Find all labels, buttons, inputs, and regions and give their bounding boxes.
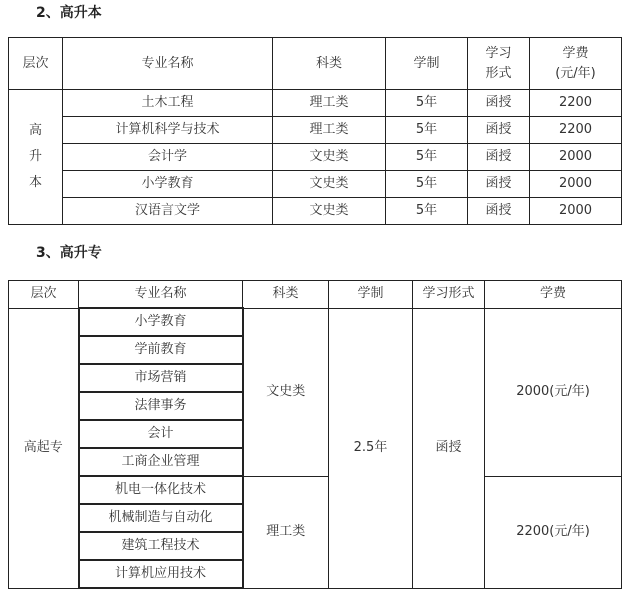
header-category: 科类: [243, 281, 329, 309]
major-cell: 工商企业管理: [79, 448, 243, 476]
level-cell: [9, 90, 63, 225]
study-form-cell: 函授: [468, 90, 530, 117]
fee-cell: 2000: [530, 144, 622, 171]
category-cell: 理工类: [273, 117, 386, 144]
table-row: [9, 144, 622, 171]
major-cell: 会计学: [63, 144, 273, 171]
table-row: [9, 117, 622, 144]
major-cell: 小学教育: [63, 171, 273, 198]
level-label: 高升本: [28, 123, 42, 190]
table-row: [9, 171, 622, 198]
major-cell: 汉语言文学: [63, 198, 273, 225]
category-cell: 文史类: [273, 171, 386, 198]
duration-cell: 5年: [386, 171, 468, 198]
header-fee-line1: 学费: [562, 45, 589, 61]
category-cell: 理工类: [243, 476, 329, 588]
duration-cell: 5年: [386, 90, 468, 117]
major-cell: 机械制造与自动化: [79, 504, 243, 532]
fee-cell: 2000: [530, 198, 622, 225]
major-cell: 小学教育: [79, 308, 243, 336]
fee-cell: 2000(元/年): [485, 308, 622, 476]
table-row: [9, 308, 622, 336]
section-heading-upgrade-associate: 3、高升专: [36, 245, 102, 261]
study-form-cell: 函授: [468, 198, 530, 225]
study-form-cell: 函授: [468, 144, 530, 171]
associate-program-table: [8, 280, 622, 589]
bachelor-program-table: [8, 37, 622, 225]
header-study-form-line1: 学习: [485, 45, 512, 61]
major-cell: 机电一体化技术: [79, 476, 243, 504]
major-cell: 市场营销: [79, 364, 243, 392]
table-row: [9, 476, 622, 504]
major-cell: 计算机应用技术: [79, 560, 243, 588]
header-duration: 学制: [329, 281, 413, 309]
header-level: 层次: [9, 281, 79, 309]
duration-cell: 5年: [386, 198, 468, 225]
major-cell: 会计: [79, 420, 243, 448]
table-row: [9, 198, 622, 225]
fee-cell: 2200: [530, 90, 622, 117]
header-study-form-line2: 形式: [485, 65, 512, 81]
major-cell: 学前教育: [79, 336, 243, 364]
major-cell: 土木工程: [63, 90, 273, 117]
header-fee: [530, 38, 622, 90]
major-cell: 计算机科学与技术: [63, 117, 273, 144]
study-form-cell: 函授: [468, 171, 530, 198]
header-study-form: 学习形式: [413, 281, 485, 309]
duration-cell: 5年: [386, 144, 468, 171]
header-fee-line2: (元/年): [555, 65, 596, 81]
duration-cell: 5年: [386, 117, 468, 144]
major-cell: 法律事务: [79, 392, 243, 420]
header-level: 层次: [9, 38, 63, 90]
category-cell: 文史类: [273, 198, 386, 225]
category-cell: 理工类: [273, 90, 386, 117]
table-header-row: [9, 38, 622, 90]
header-fee: 学费: [485, 281, 622, 309]
header-major: 专业名称: [79, 281, 243, 309]
major-cell: 建筑工程技术: [79, 532, 243, 560]
fee-cell: 2200: [530, 117, 622, 144]
table-row: [9, 90, 622, 117]
level-cell: 高起专: [9, 308, 79, 588]
study-form-cell: 函授: [413, 308, 485, 588]
table-header-row: [9, 281, 622, 309]
fee-cell: 2200(元/年): [485, 476, 622, 588]
header-duration: 学制: [386, 38, 468, 90]
header-category: 科类: [273, 38, 386, 90]
study-form-cell: 函授: [468, 117, 530, 144]
section-heading-upgrade-bachelor: 2、高升本: [36, 5, 102, 21]
duration-cell: 2.5年: [329, 308, 413, 588]
category-cell: 文史类: [273, 144, 386, 171]
header-major: 专业名称: [63, 38, 273, 90]
header-study-form: [468, 38, 530, 90]
category-cell: 文史类: [243, 308, 329, 476]
fee-cell: 2000: [530, 171, 622, 198]
